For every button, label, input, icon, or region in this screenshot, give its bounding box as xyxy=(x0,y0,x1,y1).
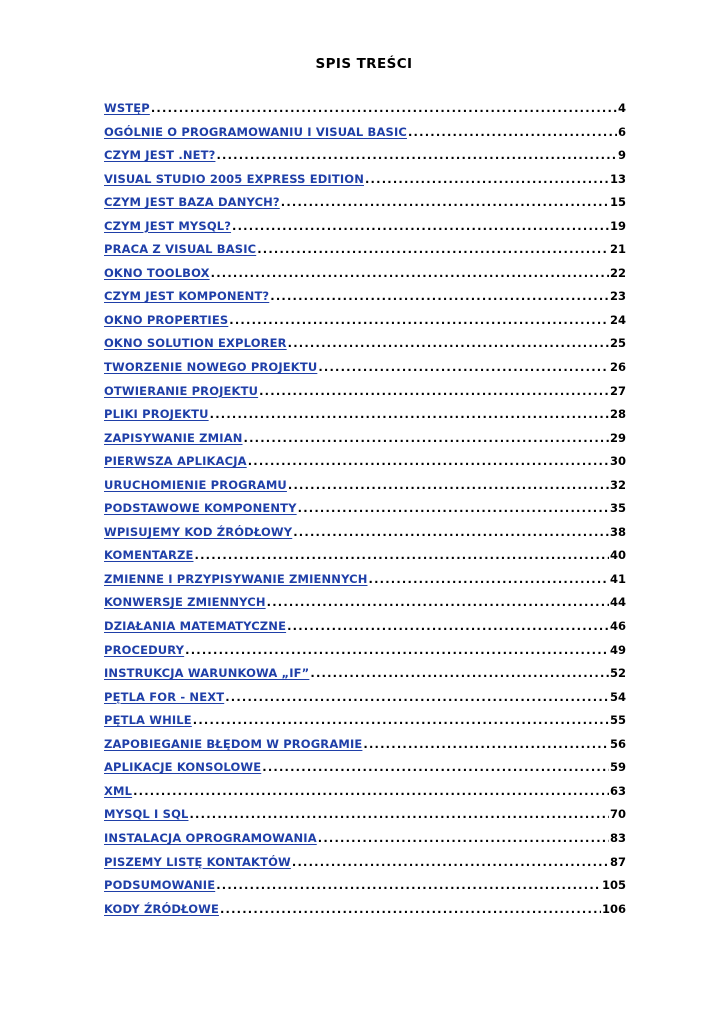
toc-entry xyxy=(104,453,626,477)
toc-page-number: 46 xyxy=(609,619,626,634)
toc-page-number: 52 xyxy=(609,666,626,681)
toc-entry-link[interactable]: PRACA Z VISUAL BASIC xyxy=(104,242,257,257)
toc-entry-link[interactable]: PLIKI PROJEKTU xyxy=(104,407,209,422)
toc-entry-link[interactable]: APLIKACJE KONSOLOWE xyxy=(104,760,262,775)
toc-page-number: 54 xyxy=(609,689,626,704)
toc-dot-leader xyxy=(369,571,609,587)
toc-dot-leader xyxy=(220,901,601,917)
toc-entry-link[interactable]: MYSQL I SQL xyxy=(104,807,189,822)
toc-page-number: 35 xyxy=(609,501,626,516)
toc-entry-link[interactable]: OGÓLNIE O PROGRAMOWANIU I VISUAL BASIC xyxy=(104,124,407,139)
toc-entry-link[interactable]: XML xyxy=(104,783,133,798)
toc-page-number: 25 xyxy=(609,336,626,351)
toc-entry xyxy=(104,312,626,336)
toc-entry xyxy=(104,571,626,595)
toc-entry xyxy=(104,806,626,830)
toc-entry-link[interactable]: CZYM JEST BAZA DANYCH? xyxy=(104,195,280,210)
toc-entry-link[interactable]: OKNO SOLUTION EXPLORER xyxy=(104,336,287,351)
toc-entry-link[interactable]: WPISUJEMY KOD ŹRÓDŁOWY xyxy=(104,524,293,539)
toc-entry-link[interactable]: PISZEMY LISTĘ KONTAKTÓW xyxy=(104,854,291,869)
toc-entry xyxy=(104,665,626,689)
toc-entry xyxy=(104,689,626,713)
toc-entry xyxy=(104,524,626,548)
toc-entry xyxy=(104,288,626,312)
toc-dot-leader xyxy=(257,241,609,257)
toc-page-number: 56 xyxy=(609,736,626,751)
toc-page-number: 87 xyxy=(609,854,626,869)
toc-dot-leader xyxy=(216,877,601,893)
toc-dot-leader xyxy=(267,594,609,610)
toc-entry xyxy=(104,241,626,265)
toc-entry-link[interactable]: KODY ŹRÓDŁOWE xyxy=(104,901,219,916)
toc-page-number: 28 xyxy=(609,407,626,422)
toc-dot-leader xyxy=(287,618,609,634)
toc-entry xyxy=(104,712,626,736)
toc-dot-leader xyxy=(232,218,609,234)
toc-entry-link[interactable]: OKNO TOOLBOX xyxy=(104,265,210,280)
toc-dot-leader xyxy=(310,665,609,681)
toc-entry xyxy=(104,171,626,195)
toc-page-number: 22 xyxy=(609,265,626,280)
toc-dot-leader xyxy=(363,736,609,752)
toc-entry xyxy=(104,877,626,901)
toc-entry xyxy=(104,335,626,359)
toc-dot-leader xyxy=(195,547,609,563)
toc-page-number: 49 xyxy=(609,642,626,657)
toc-page-number: 21 xyxy=(609,242,626,257)
toc-page-number: 32 xyxy=(609,477,626,492)
toc-dot-leader xyxy=(189,806,609,822)
toc-dot-leader xyxy=(185,642,609,658)
toc-dot-leader xyxy=(288,335,609,351)
toc-page-number: 44 xyxy=(609,595,626,610)
toc-entry-link[interactable]: KOMENTARZE xyxy=(104,548,194,563)
toc-entry xyxy=(104,383,626,407)
toc-page-number: 26 xyxy=(609,360,626,375)
toc-dot-leader xyxy=(318,830,609,846)
toc-dot-leader xyxy=(133,783,609,799)
toc-entry-link[interactable]: INSTALACJA OPROGRAMOWANIA xyxy=(104,830,317,845)
toc-page-number: 83 xyxy=(609,830,626,845)
toc-page-number: 59 xyxy=(609,760,626,775)
toc-page-number: 40 xyxy=(609,548,626,563)
toc-page-number: 19 xyxy=(609,218,626,233)
toc-dot-leader xyxy=(298,500,609,516)
toc-page-number: 4 xyxy=(617,101,626,115)
toc-dot-leader xyxy=(288,477,609,493)
toc-entry-link[interactable]: TWORZENIE NOWEGO PROJEKTU xyxy=(104,360,318,375)
toc-entry-link[interactable]: PĘTLA FOR - NEXT xyxy=(104,689,225,704)
toc-page-number: 30 xyxy=(609,454,626,469)
toc-entry xyxy=(104,477,626,501)
toc-page-number: 29 xyxy=(609,430,626,445)
toc-entry xyxy=(104,359,626,383)
toc-entry-link[interactable]: PODSUMOWANIE xyxy=(104,878,216,893)
toc-page-number: 41 xyxy=(609,571,626,586)
toc-dot-leader xyxy=(262,759,609,775)
toc-page-number: 70 xyxy=(609,807,626,822)
toc-dot-leader xyxy=(365,171,609,187)
toc-entry xyxy=(104,265,626,289)
toc-entry-link[interactable]: WSTĘP xyxy=(104,101,150,115)
toc-entry xyxy=(104,100,626,124)
toc-page-number: 38 xyxy=(609,524,626,539)
toc-entry xyxy=(104,759,626,783)
toc-entry-link[interactable]: CZYM JEST .NET? xyxy=(104,148,216,163)
toc-page-number: 63 xyxy=(609,783,626,798)
toc-dot-leader xyxy=(211,265,609,281)
toc-entry xyxy=(104,147,626,171)
toc-entry-link[interactable]: OTWIERANIE PROJEKTU xyxy=(104,383,259,398)
toc-dot-leader xyxy=(270,288,609,304)
toc-entry xyxy=(104,618,626,642)
toc-entry-link[interactable]: CZYM JEST KOMPONENT? xyxy=(104,289,270,304)
toc-entry xyxy=(104,854,626,878)
toc-entry xyxy=(104,901,626,925)
toc-entry xyxy=(104,830,626,854)
toc-dot-leader xyxy=(293,524,609,540)
toc-entry-link[interactable]: OKNO PROPERTIES xyxy=(104,312,229,327)
toc-entry xyxy=(104,218,626,242)
toc-dot-leader xyxy=(210,406,609,422)
toc-entry-link[interactable]: DZIAŁANIA MATEMATYCZNE xyxy=(104,619,287,634)
toc-entry xyxy=(104,500,626,524)
toc-entry xyxy=(104,736,626,760)
toc-page-number: 15 xyxy=(609,195,626,210)
toc-entry-link[interactable]: ZAPISYWANIE ZMIAN xyxy=(104,430,243,445)
toc-entry-link[interactable]: URUCHOMIENIE PROGRAMU xyxy=(104,477,287,492)
toc-entry-link[interactable]: PIERWSZA APLIKACJA xyxy=(104,454,247,469)
toc-entry-link[interactable]: KONWERSJE ZMIENNYCH xyxy=(104,595,266,610)
toc-dot-leader xyxy=(259,383,609,399)
toc-page-number: 105 xyxy=(601,878,626,893)
toc-entry xyxy=(104,642,626,666)
toc-entry-link[interactable]: PODSTAWOWE KOMPONENTY xyxy=(104,501,297,516)
toc-entry xyxy=(104,547,626,571)
toc-entry-link[interactable]: CZYM JEST MYSQL? xyxy=(104,218,232,233)
toc-dot-leader xyxy=(193,712,609,728)
toc-page-number: 9 xyxy=(617,148,626,163)
toc-entry-link[interactable]: PROCEDURY xyxy=(104,642,185,657)
toc-page-number: 24 xyxy=(609,312,626,327)
toc-entry-link[interactable]: ZAPOBIEGANIE BŁĘDOM W PROGRAMIE xyxy=(104,736,363,751)
toc-dot-leader xyxy=(229,312,609,328)
toc-page-number: 6 xyxy=(617,124,626,139)
toc-dot-leader xyxy=(216,147,617,163)
toc-entry-link[interactable]: PĘTLA WHILE xyxy=(104,713,192,728)
toc-dot-leader xyxy=(248,453,609,469)
toc-entry xyxy=(104,783,626,807)
toc-dot-leader xyxy=(408,124,617,140)
table-of-contents xyxy=(104,100,626,924)
toc-entry-link[interactable]: ZMIENNE I PRZYPISYWANIE ZMIENNYCH xyxy=(104,571,368,586)
toc-entry xyxy=(104,406,626,430)
toc-dot-leader xyxy=(318,359,609,375)
toc-entry xyxy=(104,124,626,148)
toc-dot-leader xyxy=(292,854,609,870)
toc-dot-leader xyxy=(225,689,609,705)
toc-page-number: 106 xyxy=(601,901,626,916)
toc-dot-leader xyxy=(151,100,617,116)
toc-entry xyxy=(104,194,626,218)
toc-dot-leader xyxy=(281,194,609,210)
toc-page-number: 55 xyxy=(609,713,626,728)
toc-dot-leader xyxy=(244,430,609,446)
toc-page-number: 23 xyxy=(609,289,626,304)
page-title: SPIS TREŚCI xyxy=(315,56,413,72)
toc-entry-link[interactable]: INSTRUKCJA WARUNKOWA „IF” xyxy=(104,666,310,681)
toc-page-number: 13 xyxy=(609,171,626,186)
toc-entry xyxy=(104,594,626,618)
toc-page-number: 27 xyxy=(609,383,626,398)
toc-entry-link[interactable]: VISUAL STUDIO 2005 EXPRESS EDITION xyxy=(104,171,364,186)
toc-entry xyxy=(104,430,626,454)
